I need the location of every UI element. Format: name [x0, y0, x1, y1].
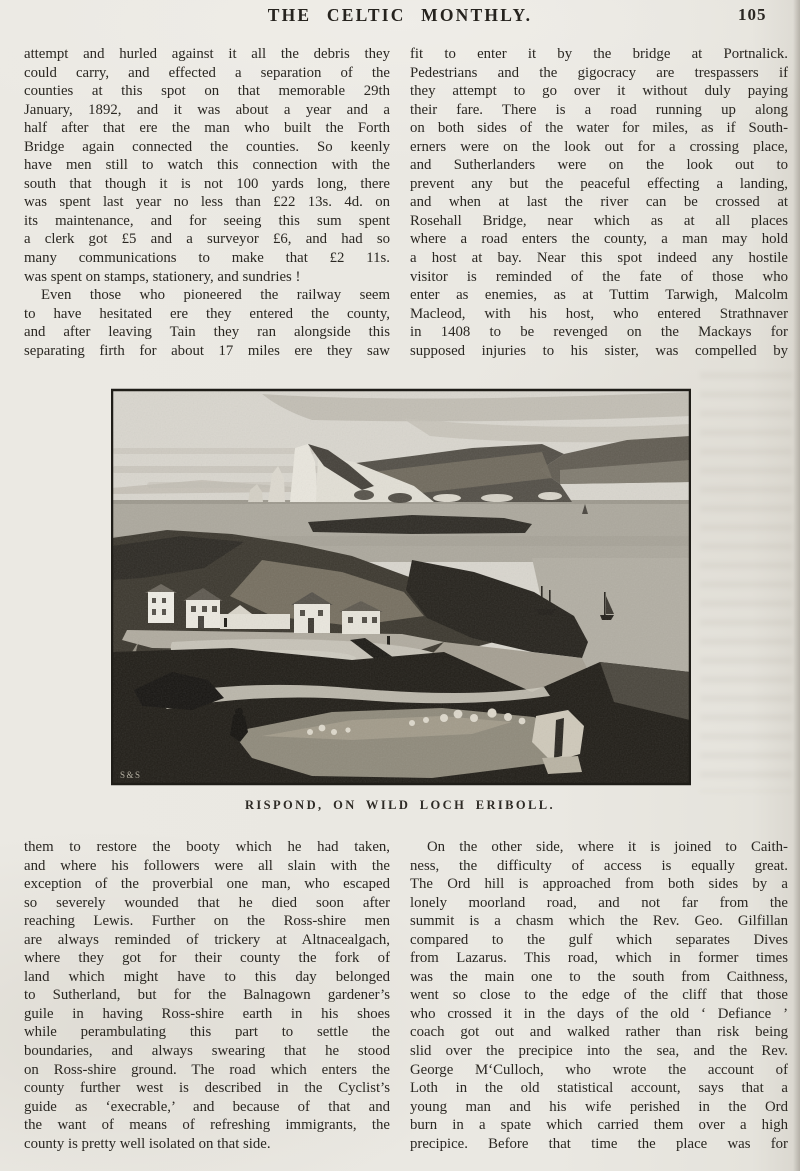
text-line: On the other side, where it is joined to Caith-: [427, 839, 788, 855]
page-title: THE CELTIC MONTHLY.: [267, 5, 533, 25]
text-line: and Sutherlanders were on the look out to: [410, 157, 788, 174]
text-line: county is pretty well isolated on that side.: [24, 1135, 271, 1152]
text-line: on Ross-shire ground. The road which enters the: [24, 1061, 390, 1078]
page-number: 105: [738, 5, 767, 24]
text-line: a clerk got £5 and a surveyor £6, and had so: [24, 231, 390, 248]
text-line: guile in having Ross-shire earth in his shoes: [24, 1005, 390, 1022]
text-line: a host at bay. Near this spot indeed any hostile: [410, 250, 788, 267]
text-line: county further west is described in the Cyclist’s: [24, 1080, 390, 1097]
text-line: in 1408 to be revenged on the Mackays for: [410, 324, 788, 341]
text-line: burn in a spate which carried them over a high: [410, 1117, 788, 1134]
text-line: have men still to watch this connection with the: [24, 157, 390, 174]
text-line: ness, the difficulty of access is equally great.: [410, 857, 788, 874]
text-line: and when at last the river can be crossed at: [410, 194, 788, 211]
text-line: Pedestrians and the gigocracy are trespassers if: [410, 64, 788, 81]
text-line: to Sutherland, but for the Balnagown gardener’s: [24, 987, 390, 1004]
engraving-grain: [112, 390, 690, 784]
text-line: reaching Lewis. Further on the Ross-shire men: [24, 913, 390, 930]
text-line: coach got out and walked rather than risk being: [410, 1024, 788, 1041]
text-line: fit to enter it by the bridge at Portnalick.: [410, 46, 788, 62]
text-line: January, 1892, and it was about a year and a: [24, 101, 390, 118]
text-line: compared to the gulf which separates Dives: [410, 931, 788, 948]
text-line: them to restore the booty which he had taken,: [24, 839, 390, 855]
text-line: prevent any but the peaceful effecting a landing,: [410, 175, 788, 192]
illustration-rispond-engraving: [111, 388, 691, 786]
artist-signature: S&S: [120, 770, 142, 780]
text-line: could carry, and effected a separation of the: [24, 64, 390, 81]
text-line: separating firth for about 17 miles ere they saw: [24, 342, 390, 359]
text-line: so severely wounded that he died soon after: [24, 894, 390, 911]
text-line: precipice. Before that time the place was for: [410, 1135, 788, 1152]
figure-caption: RISPOND, ON WILD LOCH ERIBOLL.: [244, 798, 556, 812]
text-line: went so close to the edge of the cliff that those: [410, 987, 788, 1004]
text-line: land which might have to this day belonged: [24, 968, 390, 985]
text-line: the want of means of refreshing immigrants, the: [24, 1117, 390, 1134]
text-line: half after that ere the man who built the Forth: [24, 120, 390, 137]
text-line: Rosehall Bridge, near which as at all places: [410, 212, 788, 229]
text-line: who crossed it in the days of the old ‘ Defiance ’: [410, 1005, 788, 1022]
text-line: they attempt to go over it without duly paying: [410, 83, 788, 100]
text-line: boundaries, and always swearing that he stood: [24, 1043, 390, 1060]
text-line: south that though it is not 100 yards long, there: [24, 175, 390, 192]
text-line: was spent last year no less than £22 13s. 4d. on: [24, 194, 390, 211]
text-line: guide as ‘execrable,’ and because of that and: [24, 1098, 390, 1115]
text-line: The Ord hill is approached from both sides by a: [410, 876, 788, 893]
text-line: while perambulating this part to settle the: [24, 1024, 390, 1041]
text-line: counties at this spot on that memorable 29th: [24, 83, 390, 100]
upper-left-column: [24, 45, 390, 360]
text-line: slid over the precipice into the sea, and the Rev.: [410, 1043, 788, 1060]
lower-right-column: [410, 838, 788, 1153]
text-line: Macleod, with his host, who entered Strathnaver: [410, 305, 788, 322]
text-line: George M‘Culloch, who wrote the account of: [410, 1061, 788, 1078]
text-line: erners were on the look out for a crossing place,: [410, 138, 788, 155]
text-line: to have hesitated ere they entered the county,: [24, 305, 390, 322]
text-line: where a road enters the county, a man may hold: [410, 231, 788, 248]
text-line: their fare. There is a road running up along: [410, 101, 788, 118]
text-line: are always reminded of trickery at Altnacealgach,: [24, 931, 390, 948]
text-line: supposed injuries to his sister, was compelled by: [410, 342, 788, 359]
text-line: lonely moorland road, and not far from the: [410, 894, 788, 911]
text-line: and where his followers were all slain with the: [24, 857, 390, 874]
text-line: enter as enemies, as at Tuttim Tarwigh, Malcolm: [410, 287, 788, 304]
text-line: was the main one to the south from Caithness,: [410, 968, 788, 985]
text-line: Loth in the old statistical account, says that a: [410, 1080, 788, 1097]
text-line: on both sides of the water for miles, as if South-: [410, 120, 788, 137]
text-line: Even those who pioneered the railway seem: [41, 287, 390, 304]
text-line: visitor is reminded of the fate of those who: [410, 268, 788, 285]
text-line: and after leaving Tain they ran alongside this: [24, 324, 390, 341]
text-line: Bridge again connected the counties. So keenly: [24, 138, 390, 155]
text-line: many communications to make that £2 11s.: [24, 250, 390, 267]
upper-right-column: [410, 45, 788, 360]
text-line: exception of the proverbial one man, who escaped: [24, 876, 390, 893]
bleed-through-ghost-text: [700, 372, 792, 792]
lower-left-column: [24, 838, 390, 1153]
text-line: was spent on stamps, stationery, and sundries !: [24, 268, 301, 285]
text-line: where they got for their county the fork of: [24, 950, 390, 967]
engraving-canvas: [111, 388, 691, 786]
text-line: from Lazarus. This road, which in former times: [410, 950, 788, 967]
text-line: attempt and hurled against it all the debris they: [24, 46, 390, 62]
text-line: young man and his wife perished in the Ord: [410, 1098, 788, 1115]
text-line: summit is a chasm which the Rev. Geo. Gilfillan: [410, 913, 788, 930]
scan-edge-shadow: [793, 0, 800, 1171]
text-line: its maintenance, and for seeing this sum spent: [24, 212, 390, 229]
